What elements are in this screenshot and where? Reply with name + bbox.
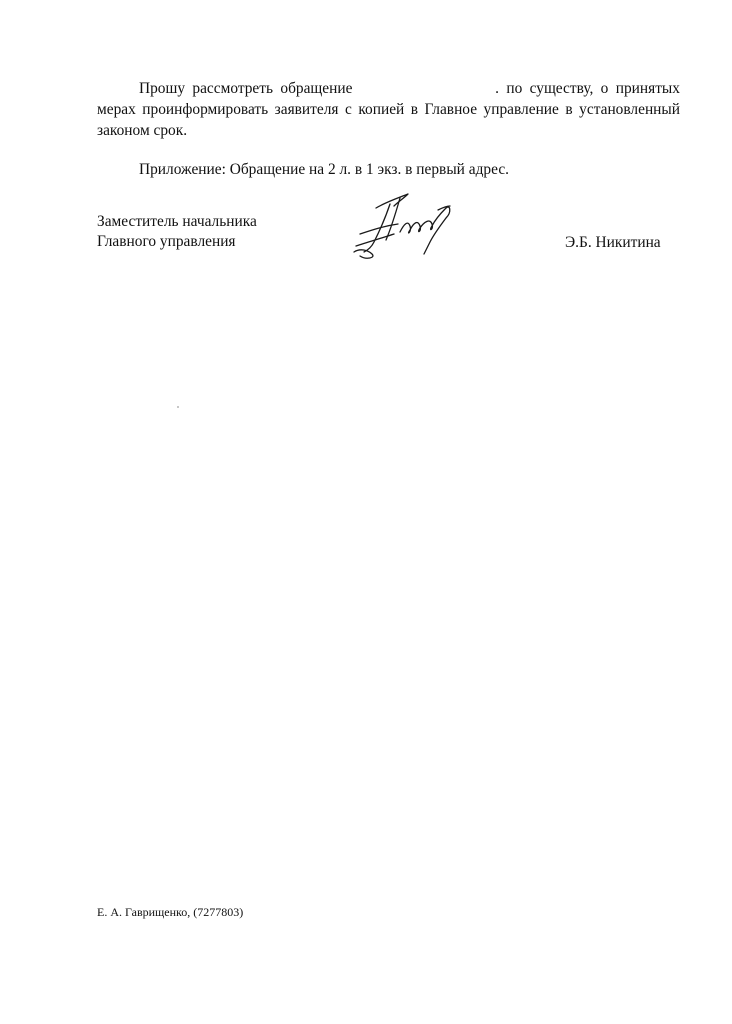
handwritten-signature xyxy=(346,188,460,262)
request-paragraph xyxy=(97,78,680,141)
executor-contact: Е. А. Гаврищенко, (7277803) xyxy=(97,905,244,919)
request-text-start: Прошу рассмотреть обращение xyxy=(139,80,353,97)
signer-title-line2: Главного управления xyxy=(97,233,236,250)
request-text-end: . по существу, о принятых мерах проинформировать заявителя с копией в Главное управление в установленный законом срок. xyxy=(97,80,680,139)
scan-speck xyxy=(177,406,179,408)
redacted-recipient xyxy=(360,83,488,95)
signer-title-line1: Заместитель начальника xyxy=(97,213,257,230)
signer-name: Э.Б. Никитина xyxy=(565,234,661,251)
attachment-note: Приложение: Обращение на 2 л. в 1 экз. в первый адрес. xyxy=(139,161,509,178)
signer-title xyxy=(97,212,257,252)
